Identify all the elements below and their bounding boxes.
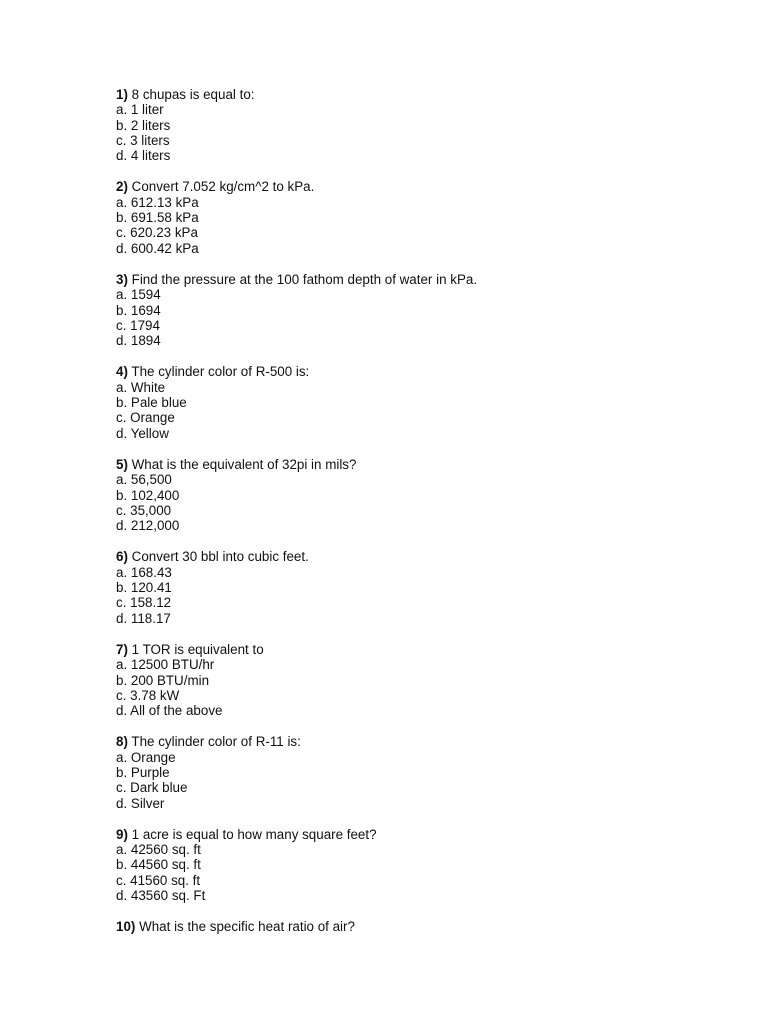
answer-option: c. 620.23 kPa	[116, 225, 198, 241]
answer-option: d. 1894	[116, 333, 161, 349]
question-text: 8 chupas is equal to:	[131, 87, 255, 102]
answer-option: c. 158.12	[116, 595, 172, 611]
question-line	[116, 919, 716, 934]
question-number: 3)	[116, 271, 128, 287]
question-block	[116, 457, 716, 533]
question-line	[116, 642, 716, 657]
answer-option: d. 43560 sq. Ft	[116, 888, 206, 904]
question-text: What is the specific heat ratio of air?	[139, 919, 355, 935]
answer-option: c. Dark blue	[116, 780, 188, 796]
question-block	[116, 734, 716, 810]
question-block	[116, 179, 716, 255]
question-number: 7)	[116, 641, 128, 657]
answer-option: b. 1694	[116, 302, 161, 318]
answer-option: a. White	[116, 379, 166, 395]
question-line	[116, 179, 716, 194]
question-block	[116, 919, 716, 934]
question-line	[116, 827, 716, 842]
question-number: 5)	[116, 456, 128, 472]
question-line	[116, 87, 716, 102]
question-block	[116, 272, 716, 348]
question-text: Convert 30 bbl into cubic feet.	[131, 549, 309, 565]
answer-option: c. 41560 sq. ft	[116, 872, 201, 888]
answer-option: b. 691.58 kPa	[116, 210, 199, 226]
question-number: 8)	[116, 734, 128, 750]
answer-option: a. 42560 sq. ft	[116, 842, 201, 858]
question-text: The cylinder color of R-11 is:	[131, 734, 301, 750]
question-number: 6)	[116, 549, 128, 565]
answer-option: c. 35,000	[116, 502, 172, 518]
answer-option: c. 1794	[116, 317, 160, 333]
answer-option: c. Orange	[116, 410, 175, 426]
question-text: 1 acre is equal to how many square feet?	[131, 826, 377, 842]
answer-option: d. 4 liters	[116, 148, 171, 164]
question-number: 2)	[116, 179, 128, 195]
answer-option: a. 168.43	[116, 564, 172, 580]
answer-option: b. Pale blue	[116, 395, 187, 411]
question-list	[116, 87, 716, 935]
question-text: 1 TOR is equivalent to	[131, 641, 264, 657]
question-line	[116, 364, 716, 379]
answer-option: d. 118.17	[116, 610, 171, 626]
answer-option: d. 600.42 kPa	[116, 240, 199, 256]
answer-option: b. 102,400	[116, 487, 180, 503]
question-text: Find the pressure at the 100 fathom depth of water in kPa.	[131, 271, 478, 287]
answer-option: a. Orange	[116, 749, 176, 765]
answer-option: a. 1594	[116, 287, 161, 303]
question-block	[116, 364, 716, 440]
answer-option: b. 200 BTU/min	[116, 672, 210, 688]
answer-option: a. 1 liter	[116, 102, 164, 118]
answer-option: d. Yellow	[116, 425, 169, 441]
question-block	[116, 642, 716, 718]
answer-option: b. 44560 sq. ft	[116, 857, 201, 873]
answer-option: b. Purple	[116, 764, 170, 780]
question-number: 10)	[116, 919, 136, 935]
question-block	[116, 827, 716, 903]
answer-option: d. Silver	[116, 795, 165, 811]
question-text: What is the equivalent of 32pi in mils?	[131, 456, 357, 472]
answer-option: a. 56,500	[116, 472, 172, 488]
answer-option: a. 12500 BTU/hr	[116, 657, 215, 673]
question-text: The cylinder color of R-500 is:	[131, 364, 310, 380]
question-block	[116, 549, 716, 625]
question-line	[116, 272, 716, 287]
question-line	[116, 734, 716, 749]
question-line	[116, 549, 716, 564]
answer-option: a. 612.13 kPa	[116, 194, 199, 210]
question-number: 1)	[116, 87, 128, 102]
answer-option: b. 120.41	[116, 580, 172, 596]
question-line	[116, 457, 716, 472]
answer-option: c. 3.78 kW	[116, 687, 180, 703]
question-text: Convert 7.052 kg/cm^2 to kPa.	[131, 179, 315, 195]
answer-option: d. All of the above	[116, 703, 223, 719]
question-block	[116, 87, 716, 163]
question-number: 4)	[116, 364, 128, 380]
answer-option: c. 3 liters	[116, 132, 170, 148]
answer-option: d. 212,000	[116, 518, 180, 534]
question-number: 9)	[116, 826, 128, 842]
answer-option: b. 2 liters	[116, 117, 171, 133]
